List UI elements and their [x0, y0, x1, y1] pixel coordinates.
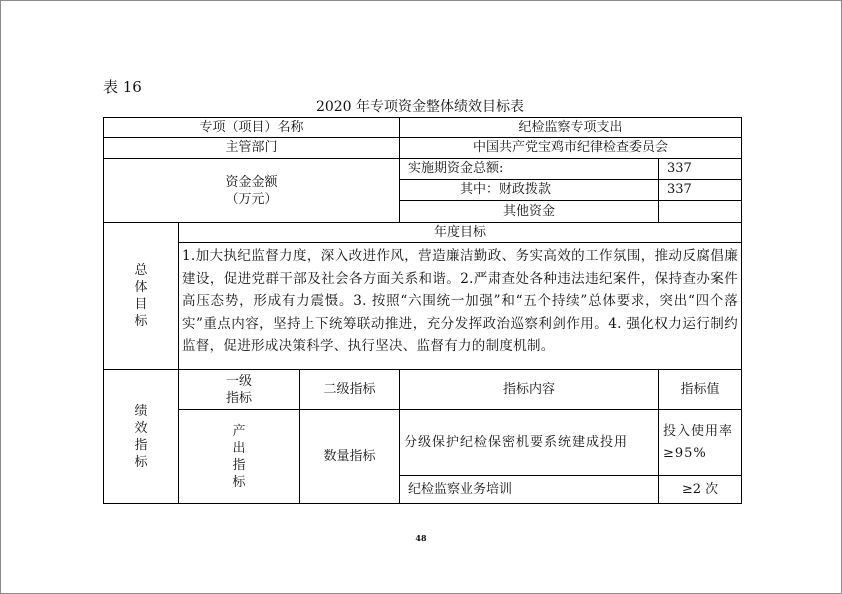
- indicator-side-label: 绩 效 指 标: [103, 369, 179, 504]
- indicator-value-2: ≥2 次: [658, 475, 742, 504]
- fiscal-funds-label: 其中：财政拨款: [399, 179, 659, 201]
- value-header: 指标值: [658, 369, 742, 410]
- total-funds-label: 实施期资金总额:: [399, 158, 659, 180]
- level2-header: 二级指标: [299, 369, 400, 410]
- annual-goal-header: 年度目标: [178, 222, 742, 243]
- annual-goal-text: 1.加大执纪监督力度，深入改进作风，营造廉洁勤政、务实高效的工作氛围，推动反腐倡廉建设，促进党群干部及社会各方面关系和谐。2.严肃查处各种违法违纪案件，保持查办案件高压态势，形成有力震慑。3. 按照“六围统一加强”和“五个持续”总体要求，突出“四个落实”重点内容，坚持上下统筹联动推进，充分发挥政治巡察利剑作用。4. 强化权力运行制约监督，促进形成决策科学、执行坚决、监督有力的制度机制。: [178, 242, 742, 370]
- level2-quantity-indicator: 数量指标: [299, 409, 400, 504]
- project-name-value: 纪检监察专项支出: [399, 117, 742, 138]
- page-number: 48: [415, 533, 427, 543]
- content-header: 指标内容: [399, 369, 659, 410]
- table-number: 表 16: [103, 78, 142, 96]
- other-funds-value: [658, 200, 742, 223]
- funds-label-line2: （万元）: [225, 191, 278, 207]
- table-title: 2020 年专项资金整体绩效目标表: [315, 99, 525, 115]
- fiscal-funds-value: 337: [658, 179, 742, 201]
- indicator-content-2: 纪检监察业务培训: [399, 475, 659, 504]
- level1-output-indicator: 产 出 指 标: [178, 409, 300, 504]
- project-name-label: 专项（项目）名称: [103, 117, 400, 138]
- other-funds-label: 其他资金: [399, 200, 659, 223]
- indicator-content-1: 分级保护纪检保密机要系统建成投用: [399, 409, 659, 476]
- level1-header: 一级 指标: [178, 369, 300, 410]
- department-value: 中国共产党宝鸡市纪律检查委员会: [399, 137, 742, 159]
- funds-label-line1: 资金金额: [225, 174, 278, 190]
- indicator-value-1: 投入使用率≥95%: [658, 409, 742, 476]
- overall-goal-side-label: 总 体 目 标: [103, 222, 179, 370]
- funds-label: [103, 158, 400, 223]
- total-funds-value: 337: [658, 158, 742, 180]
- department-label: 主管部门: [103, 137, 400, 159]
